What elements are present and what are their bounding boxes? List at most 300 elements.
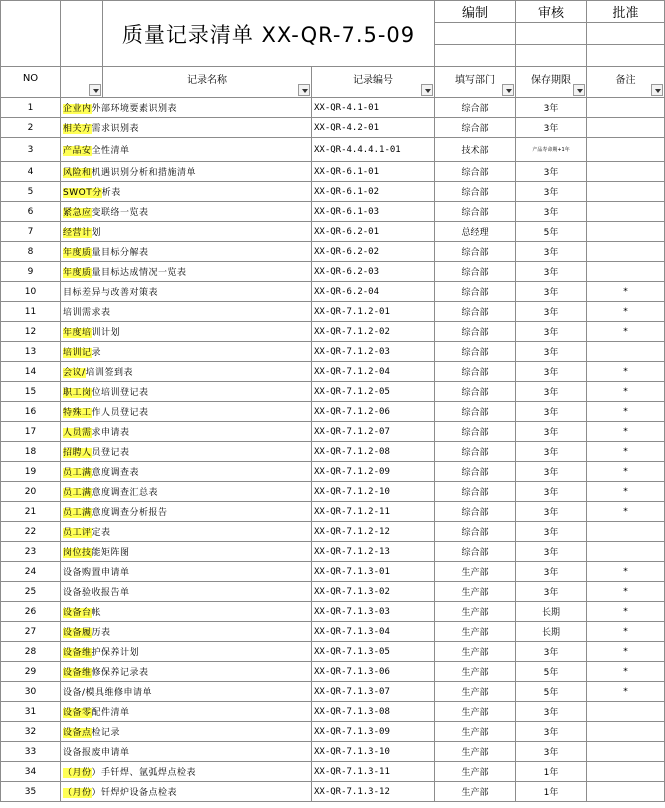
table-row[interactable] bbox=[1, 562, 665, 582]
record-code[interactable]: XX-QR-7.1.3-02 bbox=[312, 582, 435, 602]
record-name[interactable] bbox=[61, 742, 312, 762]
record-name-highlight: 会议/ bbox=[63, 368, 86, 378]
record-name-highlight: 设备履 bbox=[63, 628, 92, 638]
record-name-text: 设备/模具维修申请单 bbox=[63, 688, 153, 698]
record-retention[interactable]: 3年 bbox=[516, 382, 587, 402]
record-name-text: 外部环境要素识别表 bbox=[91, 104, 178, 114]
record-name-text: 录 bbox=[91, 348, 102, 358]
record-dept[interactable]: 综合部 bbox=[435, 302, 516, 322]
record-remark[interactable]: * bbox=[587, 382, 665, 402]
record-retention[interactable]: 3年 bbox=[516, 262, 587, 282]
record-name-text: 能矩阵图 bbox=[91, 548, 130, 558]
table-row[interactable] bbox=[1, 422, 665, 442]
record-code[interactable]: XX-QR-4.1-01 bbox=[312, 98, 435, 118]
record-dept[interactable]: 生产部 bbox=[435, 562, 516, 582]
approval-header-reviewed: 审核 bbox=[516, 1, 587, 23]
record-name-highlight: 设备零 bbox=[63, 708, 92, 718]
record-name[interactable] bbox=[61, 382, 312, 402]
record-name[interactable] bbox=[61, 138, 312, 162]
record-name[interactable] bbox=[61, 682, 312, 702]
record-name[interactable] bbox=[61, 162, 312, 182]
record-retention[interactable]: 3年 bbox=[516, 422, 587, 442]
table-row[interactable] bbox=[1, 138, 665, 162]
approval-cell[interactable] bbox=[435, 23, 516, 45]
record-code[interactable]: XX-QR-6.2-04 bbox=[312, 282, 435, 302]
record-name-text: 帐 bbox=[91, 608, 102, 618]
record-remark[interactable]: * bbox=[587, 282, 665, 302]
record-name[interactable] bbox=[61, 602, 312, 622]
record-name-text: 机遇识别分析和措施清单 bbox=[91, 168, 197, 178]
record-remark[interactable] bbox=[587, 118, 665, 138]
record-dept[interactable]: 综合部 bbox=[435, 182, 516, 202]
record-dept[interactable]: 综合部 bbox=[435, 422, 516, 442]
record-remark[interactable] bbox=[587, 782, 665, 802]
record-dept[interactable]: 生产部 bbox=[435, 742, 516, 762]
record-name[interactable] bbox=[61, 322, 312, 342]
record-name[interactable] bbox=[61, 502, 312, 522]
column-header-code: 记录编号 bbox=[312, 67, 435, 98]
column-header-name: 记录名称 bbox=[103, 67, 312, 98]
table-row[interactable] bbox=[1, 282, 665, 302]
filter-dropdown-icon[interactable] bbox=[573, 84, 585, 96]
record-retention[interactable]: 产品寿命期+1年 bbox=[516, 138, 587, 162]
record-name[interactable] bbox=[61, 442, 312, 462]
record-remark[interactable]: * bbox=[587, 482, 665, 502]
record-name[interactable] bbox=[61, 542, 312, 562]
record-code[interactable]: XX-QR-4.4.4.1-01 bbox=[312, 138, 435, 162]
row-number[interactable]: 1 bbox=[1, 98, 61, 118]
record-name-highlight: （月份 bbox=[63, 788, 92, 798]
record-name[interactable] bbox=[61, 282, 312, 302]
table-row[interactable] bbox=[1, 642, 665, 662]
row-number[interactable]: 34 bbox=[1, 762, 61, 782]
record-retention[interactable]: 3年 bbox=[516, 362, 587, 382]
record-retention[interactable]: 3年 bbox=[516, 542, 587, 562]
table-row[interactable] bbox=[1, 662, 665, 682]
row-number[interactable]: 17 bbox=[1, 422, 61, 442]
row-number[interactable]: 27 bbox=[1, 622, 61, 642]
record-retention[interactable]: 长期 bbox=[516, 602, 587, 622]
record-code[interactable]: XX-QR-6.1-03 bbox=[312, 202, 435, 222]
record-retention[interactable]: 3年 bbox=[516, 282, 587, 302]
record-dept[interactable]: 生产部 bbox=[435, 762, 516, 782]
record-remark[interactable]: * bbox=[587, 502, 665, 522]
record-dept[interactable]: 综合部 bbox=[435, 362, 516, 382]
record-remark[interactable]: * bbox=[587, 422, 665, 442]
record-name[interactable] bbox=[61, 342, 312, 362]
record-dept[interactable]: 综合部 bbox=[435, 542, 516, 562]
approval-cell[interactable] bbox=[516, 45, 587, 67]
row-number[interactable]: 35 bbox=[1, 782, 61, 802]
record-dept[interactable]: 综合部 bbox=[435, 342, 516, 362]
row-number[interactable]: 26 bbox=[1, 602, 61, 622]
record-code[interactable]: XX-QR-7.1.2-04 bbox=[312, 362, 435, 382]
record-name[interactable] bbox=[61, 422, 312, 442]
record-retention[interactable]: 3年 bbox=[516, 402, 587, 422]
record-remark[interactable] bbox=[587, 222, 665, 242]
record-name-highlight: 相关方 bbox=[63, 124, 92, 134]
column-header-no: NO bbox=[1, 67, 61, 98]
record-code[interactable]: XX-QR-6.2-01 bbox=[312, 222, 435, 242]
record-remark[interactable]: * bbox=[587, 562, 665, 582]
record-name[interactable] bbox=[61, 118, 312, 138]
record-name-highlight: SWOT分 bbox=[63, 188, 102, 198]
record-code[interactable]: XX-QR-7.1.2-12 bbox=[312, 522, 435, 542]
record-dept[interactable]: 综合部 bbox=[435, 502, 516, 522]
record-name-text: 全性清单 bbox=[91, 146, 130, 156]
record-code[interactable]: XX-QR-7.1.3-09 bbox=[312, 722, 435, 742]
record-dept[interactable]: 综合部 bbox=[435, 382, 516, 402]
record-name[interactable] bbox=[61, 262, 312, 282]
record-name[interactable] bbox=[61, 702, 312, 722]
record-retention[interactable]: 1年 bbox=[516, 782, 587, 802]
record-name-text: 意度调查分析报告 bbox=[91, 508, 168, 518]
record-name[interactable] bbox=[61, 202, 312, 222]
row-number[interactable]: 25 bbox=[1, 582, 61, 602]
record-dept[interactable]: 综合部 bbox=[435, 242, 516, 262]
table-row[interactable] bbox=[1, 382, 665, 402]
record-retention[interactable]: 3年 bbox=[516, 742, 587, 762]
record-name[interactable] bbox=[61, 482, 312, 502]
record-code[interactable]: XX-QR-7.1.2-05 bbox=[312, 382, 435, 402]
record-dept[interactable]: 综合部 bbox=[435, 442, 516, 462]
record-retention[interactable]: 3年 bbox=[516, 342, 587, 362]
record-retention[interactable]: 5年 bbox=[516, 662, 587, 682]
table-row[interactable] bbox=[1, 522, 665, 542]
table-row[interactable] bbox=[1, 442, 665, 462]
record-remark[interactable] bbox=[587, 138, 665, 162]
record-remark[interactable] bbox=[587, 522, 665, 542]
record-code[interactable]: XX-QR-7.1.2-07 bbox=[312, 422, 435, 442]
table-row[interactable] bbox=[1, 98, 665, 118]
record-name-highlight: 特殊工 bbox=[63, 408, 92, 418]
record-remark[interactable]: * bbox=[587, 362, 665, 382]
record-remark[interactable]: * bbox=[587, 662, 665, 682]
record-retention[interactable]: 长期 bbox=[516, 622, 587, 642]
approval-cell[interactable] bbox=[587, 23, 665, 45]
record-dept[interactable]: 综合部 bbox=[435, 262, 516, 282]
record-remark[interactable]: * bbox=[587, 462, 665, 482]
row-number[interactable]: 29 bbox=[1, 662, 61, 682]
record-remark[interactable] bbox=[587, 202, 665, 222]
record-name-text: 析表 bbox=[101, 188, 121, 198]
record-retention[interactable]: 3年 bbox=[516, 202, 587, 222]
record-code[interactable]: XX-QR-7.1.3-10 bbox=[312, 742, 435, 762]
record-name[interactable] bbox=[61, 222, 312, 242]
filter-dropdown-icon[interactable] bbox=[502, 84, 514, 96]
record-retention[interactable]: 3年 bbox=[516, 162, 587, 182]
record-code[interactable]: XX-QR-6.2-02 bbox=[312, 242, 435, 262]
record-remark[interactable] bbox=[587, 702, 665, 722]
record-dept[interactable]: 综合部 bbox=[435, 98, 516, 118]
record-code[interactable]: XX-QR-6.1-02 bbox=[312, 182, 435, 202]
record-name[interactable] bbox=[61, 642, 312, 662]
record-name-highlight: 紧急应 bbox=[63, 208, 92, 218]
row-number[interactable]: 20 bbox=[1, 482, 61, 502]
record-name[interactable] bbox=[61, 782, 312, 802]
record-remark[interactable]: * bbox=[587, 402, 665, 422]
record-code[interactable]: XX-QR-7.1.3-07 bbox=[312, 682, 435, 702]
filter-dropdown-icon[interactable] bbox=[421, 84, 433, 96]
record-name-text: 检记录 bbox=[91, 728, 121, 738]
record-dept[interactable]: 生产部 bbox=[435, 582, 516, 602]
record-remark[interactable] bbox=[587, 722, 665, 742]
record-code[interactable]: XX-QR-6.2-03 bbox=[312, 262, 435, 282]
approval-cell[interactable] bbox=[435, 45, 516, 67]
row-number[interactable]: 8 bbox=[1, 242, 61, 262]
record-dept[interactable]: 综合部 bbox=[435, 202, 516, 222]
record-remark[interactable] bbox=[587, 182, 665, 202]
table-row[interactable] bbox=[1, 242, 665, 262]
record-remark[interactable] bbox=[587, 262, 665, 282]
record-retention[interactable]: 3年 bbox=[516, 722, 587, 742]
record-name-text: 培训签到表 bbox=[85, 368, 134, 378]
record-code[interactable]: XX-QR-7.1.2-01 bbox=[312, 302, 435, 322]
record-remark[interactable]: * bbox=[587, 442, 665, 462]
record-name-text: 定表 bbox=[91, 528, 111, 538]
record-remark[interactable] bbox=[587, 342, 665, 362]
row-number[interactable]: 3 bbox=[1, 138, 61, 162]
record-code[interactable]: XX-QR-7.1.2-10 bbox=[312, 482, 435, 502]
approval-cell[interactable] bbox=[516, 23, 587, 45]
table-row[interactable] bbox=[1, 162, 665, 182]
record-dept[interactable]: 生产部 bbox=[435, 642, 516, 662]
record-name[interactable] bbox=[61, 622, 312, 642]
record-remark[interactable]: * bbox=[587, 642, 665, 662]
row-number[interactable]: 7 bbox=[1, 222, 61, 242]
record-code[interactable]: XX-QR-7.1.3-04 bbox=[312, 622, 435, 642]
record-code[interactable]: XX-QR-7.1.3-01 bbox=[312, 562, 435, 582]
record-code[interactable]: XX-QR-4.2-01 bbox=[312, 118, 435, 138]
record-name[interactable] bbox=[61, 762, 312, 782]
table-row[interactable] bbox=[1, 762, 665, 782]
record-remark[interactable] bbox=[587, 542, 665, 562]
table-row[interactable] bbox=[1, 742, 665, 762]
row-number[interactable]: 21 bbox=[1, 502, 61, 522]
table-row[interactable] bbox=[1, 542, 665, 562]
record-name[interactable] bbox=[61, 302, 312, 322]
record-name[interactable] bbox=[61, 242, 312, 262]
record-retention[interactable]: 3年 bbox=[516, 702, 587, 722]
row-number[interactable]: 11 bbox=[1, 302, 61, 322]
record-retention[interactable]: 3年 bbox=[516, 242, 587, 262]
record-retention[interactable]: 1年 bbox=[516, 762, 587, 782]
table-row[interactable] bbox=[1, 402, 665, 422]
row-number[interactable]: 4 bbox=[1, 162, 61, 182]
row-number[interactable]: 10 bbox=[1, 282, 61, 302]
table-row[interactable] bbox=[1, 602, 665, 622]
record-code[interactable]: XX-QR-7.1.2-02 bbox=[312, 322, 435, 342]
record-code[interactable]: XX-QR-7.1.3-08 bbox=[312, 702, 435, 722]
row-number[interactable]: 30 bbox=[1, 682, 61, 702]
row-number[interactable]: 28 bbox=[1, 642, 61, 662]
record-name-text: 修保养记录表 bbox=[91, 668, 149, 678]
table-row[interactable] bbox=[1, 222, 665, 242]
record-retention[interactable]: 3年 bbox=[516, 118, 587, 138]
row-number[interactable]: 22 bbox=[1, 522, 61, 542]
table-row[interactable] bbox=[1, 622, 665, 642]
row-number[interactable]: 14 bbox=[1, 362, 61, 382]
row-number[interactable]: 33 bbox=[1, 742, 61, 762]
record-retention[interactable]: 3年 bbox=[516, 182, 587, 202]
record-dept[interactable]: 生产部 bbox=[435, 702, 516, 722]
record-dept[interactable]: 总经理 bbox=[435, 222, 516, 242]
row-number[interactable]: 18 bbox=[1, 442, 61, 462]
sheet-title: 质量记录清单 XX-QR-7.5-09 bbox=[103, 1, 435, 67]
row-number[interactable]: 24 bbox=[1, 562, 61, 582]
row-number[interactable]: 32 bbox=[1, 722, 61, 742]
record-remark[interactable] bbox=[587, 242, 665, 262]
record-name-text: ）手钎焊、氩弧焊点检表 bbox=[91, 768, 197, 778]
record-retention[interactable]: 3年 bbox=[516, 562, 587, 582]
table-row[interactable] bbox=[1, 682, 665, 702]
row-number[interactable]: 19 bbox=[1, 462, 61, 482]
record-code[interactable]: XX-QR-7.1.2-06 bbox=[312, 402, 435, 422]
record-name[interactable] bbox=[61, 562, 312, 582]
approval-cell[interactable] bbox=[587, 45, 665, 67]
row-number[interactable]: 6 bbox=[1, 202, 61, 222]
record-name[interactable] bbox=[61, 662, 312, 682]
record-dept[interactable]: 综合部 bbox=[435, 402, 516, 422]
record-name-highlight: 经营计 bbox=[63, 228, 92, 238]
record-dept[interactable]: 生产部 bbox=[435, 682, 516, 702]
record-retention[interactable]: 3年 bbox=[516, 98, 587, 118]
row-number[interactable]: 9 bbox=[1, 262, 61, 282]
record-retention[interactable]: 3年 bbox=[516, 642, 587, 662]
table-row[interactable] bbox=[1, 482, 665, 502]
record-name-text: 设备报废申请单 bbox=[63, 748, 130, 758]
record-name-text: 量目标达成情况一览表 bbox=[91, 268, 187, 278]
blank-cell bbox=[61, 1, 103, 67]
table-row[interactable] bbox=[1, 302, 665, 322]
table-row[interactable] bbox=[1, 502, 665, 522]
record-remark[interactable]: * bbox=[587, 602, 665, 622]
record-code[interactable]: XX-QR-7.1.2-08 bbox=[312, 442, 435, 462]
record-dept[interactable]: 综合部 bbox=[435, 162, 516, 182]
record-remark[interactable] bbox=[587, 98, 665, 118]
record-name-text: ）钎焊炉设备点检表 bbox=[91, 788, 178, 798]
row-number[interactable]: 23 bbox=[1, 542, 61, 562]
record-name-text: 护保养计划 bbox=[91, 648, 140, 658]
record-name-highlight: 员工满 bbox=[63, 468, 92, 478]
record-retention[interactable]: 5年 bbox=[516, 682, 587, 702]
record-dept[interactable]: 生产部 bbox=[435, 602, 516, 622]
filter-dropdown-icon[interactable] bbox=[298, 84, 310, 96]
record-retention[interactable]: 3年 bbox=[516, 462, 587, 482]
record-code[interactable]: XX-QR-7.1.3-06 bbox=[312, 662, 435, 682]
record-dept[interactable]: 技术部 bbox=[435, 138, 516, 162]
table-row[interactable] bbox=[1, 722, 665, 742]
record-name[interactable] bbox=[61, 522, 312, 542]
record-code[interactable]: XX-QR-7.1.2-09 bbox=[312, 462, 435, 482]
record-retention[interactable]: 3年 bbox=[516, 502, 587, 522]
table-row[interactable] bbox=[1, 702, 665, 722]
record-dept[interactable]: 综合部 bbox=[435, 462, 516, 482]
row-number[interactable]: 16 bbox=[1, 402, 61, 422]
record-remark[interactable]: * bbox=[587, 322, 665, 342]
filter-dropdown-icon[interactable] bbox=[651, 84, 663, 96]
record-name-highlight: 年度培 bbox=[63, 328, 92, 338]
record-remark[interactable] bbox=[587, 162, 665, 182]
record-dept[interactable]: 生产部 bbox=[435, 662, 516, 682]
record-code[interactable]: XX-QR-7.1.2-13 bbox=[312, 542, 435, 562]
record-name-text: 意度调查汇总表 bbox=[91, 488, 159, 498]
table-row[interactable] bbox=[1, 462, 665, 482]
row-number[interactable]: 31 bbox=[1, 702, 61, 722]
record-retention[interactable]: 3年 bbox=[516, 322, 587, 342]
record-name[interactable] bbox=[61, 362, 312, 382]
table-row[interactable] bbox=[1, 182, 665, 202]
record-name[interactable] bbox=[61, 722, 312, 742]
record-name[interactable] bbox=[61, 402, 312, 422]
filter-dropdown-icon[interactable] bbox=[89, 84, 101, 96]
record-dept[interactable]: 综合部 bbox=[435, 322, 516, 342]
record-code[interactable]: XX-QR-7.1.2-11 bbox=[312, 502, 435, 522]
record-remark[interactable] bbox=[587, 762, 665, 782]
record-retention[interactable]: 3年 bbox=[516, 582, 587, 602]
record-dept[interactable]: 综合部 bbox=[435, 522, 516, 542]
record-code[interactable]: XX-QR-7.1.3-11 bbox=[312, 762, 435, 782]
record-name-text: 需求识别表 bbox=[91, 124, 140, 134]
record-dept[interactable]: 综合部 bbox=[435, 482, 516, 502]
row-number[interactable]: 15 bbox=[1, 382, 61, 402]
record-remark[interactable]: * bbox=[587, 622, 665, 642]
record-remark[interactable] bbox=[587, 742, 665, 762]
row-number[interactable]: 12 bbox=[1, 322, 61, 342]
record-name[interactable] bbox=[61, 182, 312, 202]
row-number[interactable]: 5 bbox=[1, 182, 61, 202]
record-retention[interactable]: 3年 bbox=[516, 302, 587, 322]
record-name[interactable] bbox=[61, 462, 312, 482]
record-name-highlight: 风险和 bbox=[63, 168, 92, 178]
record-name-highlight: 岗位技 bbox=[63, 548, 92, 558]
table-row[interactable] bbox=[1, 202, 665, 222]
record-retention[interactable]: 3年 bbox=[516, 442, 587, 462]
record-retention[interactable]: 5年 bbox=[516, 222, 587, 242]
record-code[interactable]: XX-QR-7.1.2-03 bbox=[312, 342, 435, 362]
table-row[interactable] bbox=[1, 118, 665, 138]
column-header-retention: 保存期限 bbox=[516, 67, 587, 98]
record-dept[interactable]: 生产部 bbox=[435, 622, 516, 642]
record-code[interactable]: XX-QR-7.1.3-12 bbox=[312, 782, 435, 802]
record-code[interactable]: XX-QR-7.1.3-05 bbox=[312, 642, 435, 662]
table-row[interactable] bbox=[1, 322, 665, 342]
record-retention[interactable]: 3年 bbox=[516, 522, 587, 542]
row-number[interactable]: 2 bbox=[1, 118, 61, 138]
table-row[interactable] bbox=[1, 362, 665, 382]
record-dept[interactable]: 生产部 bbox=[435, 782, 516, 802]
row-number[interactable]: 13 bbox=[1, 342, 61, 362]
record-code[interactable]: XX-QR-7.1.3-03 bbox=[312, 602, 435, 622]
record-remark[interactable]: * bbox=[587, 582, 665, 602]
record-dept[interactable]: 综合部 bbox=[435, 282, 516, 302]
approval-header-prepared: 编制 bbox=[435, 1, 516, 23]
table-row[interactable] bbox=[1, 262, 665, 282]
table-row[interactable] bbox=[1, 342, 665, 362]
record-retention[interactable]: 3年 bbox=[516, 482, 587, 502]
table-row[interactable] bbox=[1, 582, 665, 602]
record-name[interactable] bbox=[61, 98, 312, 118]
record-remark[interactable]: * bbox=[587, 302, 665, 322]
record-code[interactable]: XX-QR-6.1-01 bbox=[312, 162, 435, 182]
record-dept[interactable]: 综合部 bbox=[435, 118, 516, 138]
record-name-text: 量目标分解表 bbox=[91, 248, 149, 258]
record-remark[interactable]: * bbox=[587, 682, 665, 702]
record-name[interactable] bbox=[61, 582, 312, 602]
table-row[interactable] bbox=[1, 782, 665, 802]
record-name-highlight: 设备维 bbox=[63, 648, 92, 658]
record-dept[interactable]: 生产部 bbox=[435, 722, 516, 742]
